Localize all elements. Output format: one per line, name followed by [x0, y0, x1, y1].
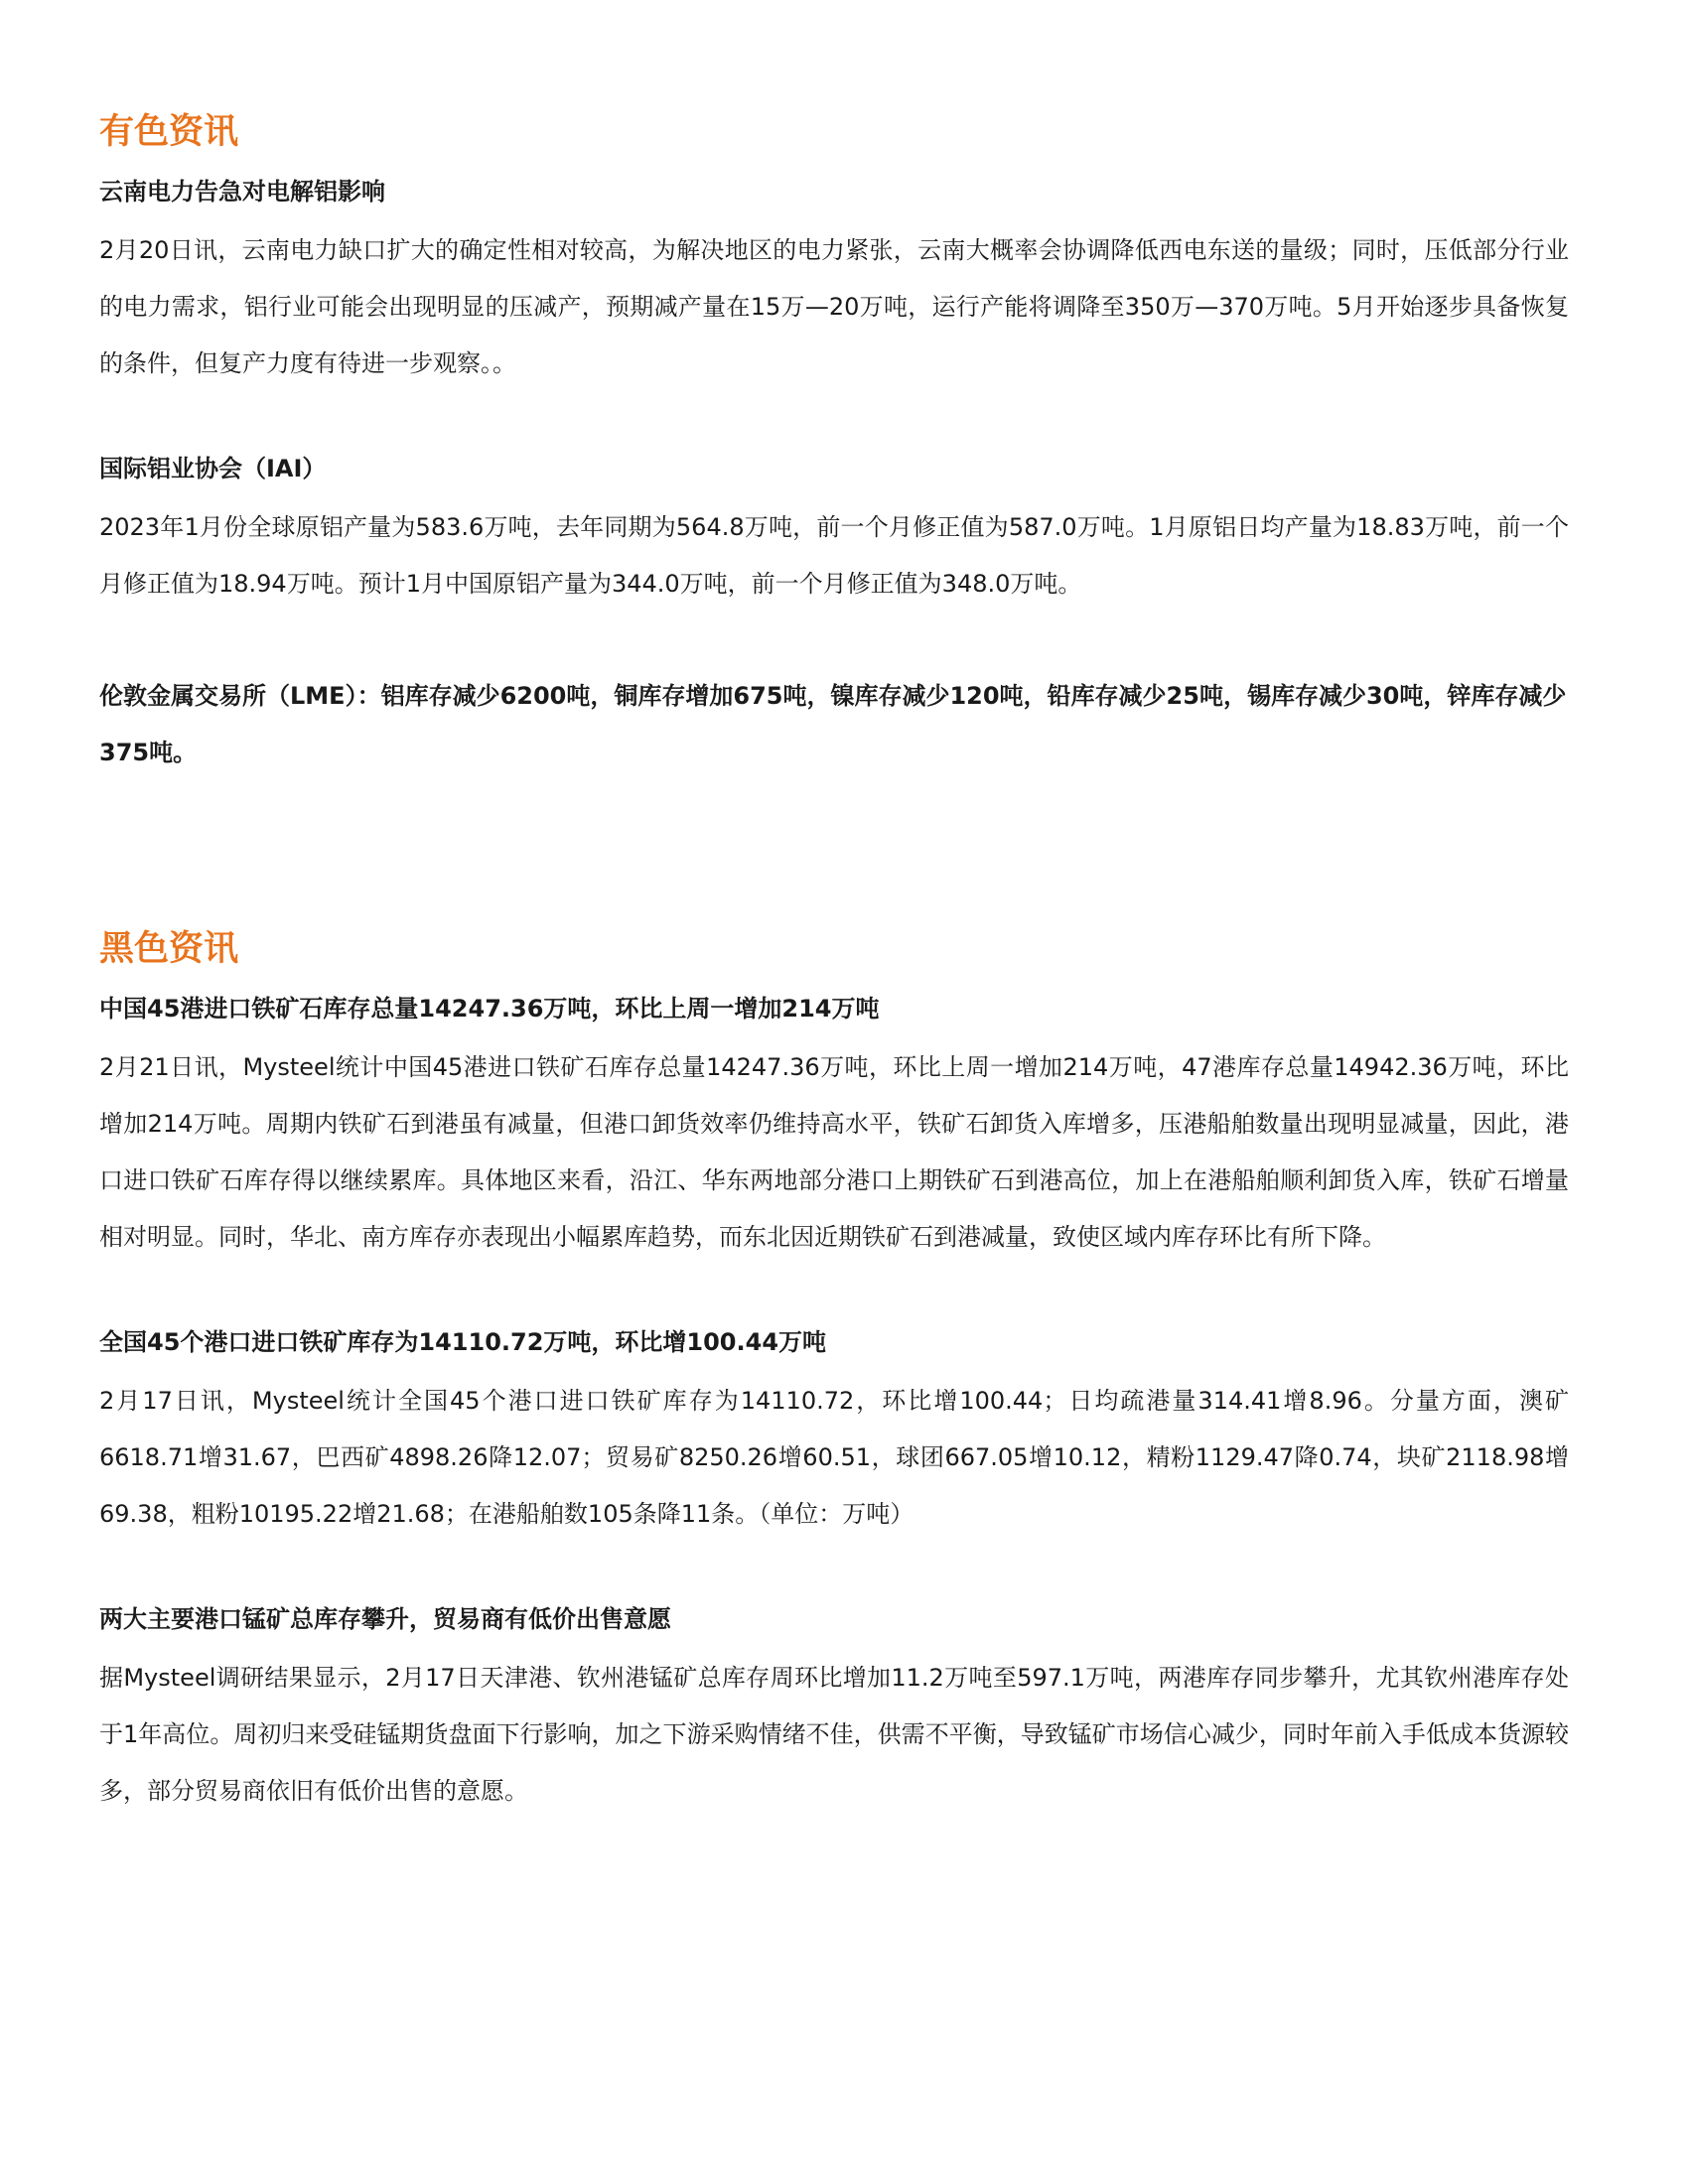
article-iai — [99, 448, 1569, 613]
article-body: 2月20日讯，云南电力缺口扩大的确定性相对较高，为解决地区的电力紧张，云南大概率会协调降低西电东送的量级；同时，压低部分行业的电力需求，铝行业可能会出现明显的压减产，预期减产量在15万—20万吨，运行产能将调降至350万—370万吨。5月开始逐步具备恢复的条件，但复产力度有待进一步观察。。 — [99, 236, 1569, 377]
lme-inventory-paragraph: 伦敦金属交易所（LME）：铝库存减少6200吨，铜库存增加675吨，镍库存减少120吨，铅库存减少25吨，锡库存减少30吨，锌库存减少375吨。 — [99, 682, 1567, 766]
article-title: 国际铝业协会（IAI） — [99, 455, 327, 482]
article-body: 2月17日讯，Mysteel统计全国45个港口进口铁矿库存为14110.72，环比增100.44；日均疏港量314.41增8.96。分量方面，澳矿6618.71增31.67，巴西矿4898.26降12.07；贸易矿8250.26增60.51，球团667.05增10.12，精粉1129.47降0.74，块矿2118.98增69.38，粗粉10195.22增21.68；在港船舶数105条降11条。（单位：万吨） — [99, 1387, 1569, 1528]
article-title: 两大主要港口锰矿总库存攀升，贸易商有低价出售意愿 — [99, 1605, 671, 1633]
article-title: 中国45港进口铁矿石库存总量14247.36万吨，环比上周一增加214万吨 — [99, 995, 880, 1023]
article-manganese-ore — [99, 1598, 1569, 1820]
article-iron-ore-national — [99, 1321, 1569, 1543]
article-body: 2月21日讯，Mysteel统计中国45港进口铁矿石库存总量14247.36万吨，环比上周一增加214万吨，47港库存总量14942.36万吨，环比增加214万吨。周期内铁矿石到港虽有减量，但港口卸货效率仍维持高水平，铁矿石卸货入库增多，压港船舶数量出现明显减量，因此，港口进口铁矿石库存得以继续累库。具体地区来看，沿江、华东两地部分港口上期铁矿石到港高位，加上在港船舶顺利卸货入库，铁矿石增量相对明显。同时，华北、南方库存亦表现出小幅累库趋势，而东北因近期铁矿石到港减量，致使区域内库存环比有所下降。 — [99, 1053, 1569, 1251]
article-body: 2023年1月份全球原铝产量为583.6万吨，去年同期为564.8万吨，前一个月修正值为587.0万吨。1月原铝日均产量为18.83万吨，前一个月修正值为18.94万吨。预计1月中国原铝产量为344.0万吨，前一个月修正值为348.0万吨。 — [99, 513, 1569, 598]
section-title-nonferrous: 有色资讯 — [99, 112, 239, 152]
section-title-ferrous: 黑色资讯 — [99, 929, 239, 969]
document-page — [99, 107, 1569, 1875]
article-iron-ore-45-ports — [99, 988, 1569, 1266]
article-yunnan-power — [99, 171, 1569, 392]
section-spacer — [99, 837, 1569, 924]
article-body: 据Mysteel调研结果显示，2月17日天津港、钦州港锰矿总库存周环比增加11.2万吨至597.1万吨，两港库存同步攀升，尤其钦州港库存处于1年高位。周初归来受硅锰期货盘面下行影响，加之下游采购情绪不佳，供需不平衡，导致锰矿市场信心减少，同时年前入手低成本货源较多，部分贸易商依旧有低价出售的意愿。 — [99, 1664, 1569, 1805]
article-title: 云南电力告急对电解铝影响 — [99, 178, 385, 205]
article-lme — [99, 668, 1569, 781]
article-title: 全国45个港口进口铁矿库存为14110.72万吨，环比增100.44万吨 — [99, 1328, 827, 1356]
